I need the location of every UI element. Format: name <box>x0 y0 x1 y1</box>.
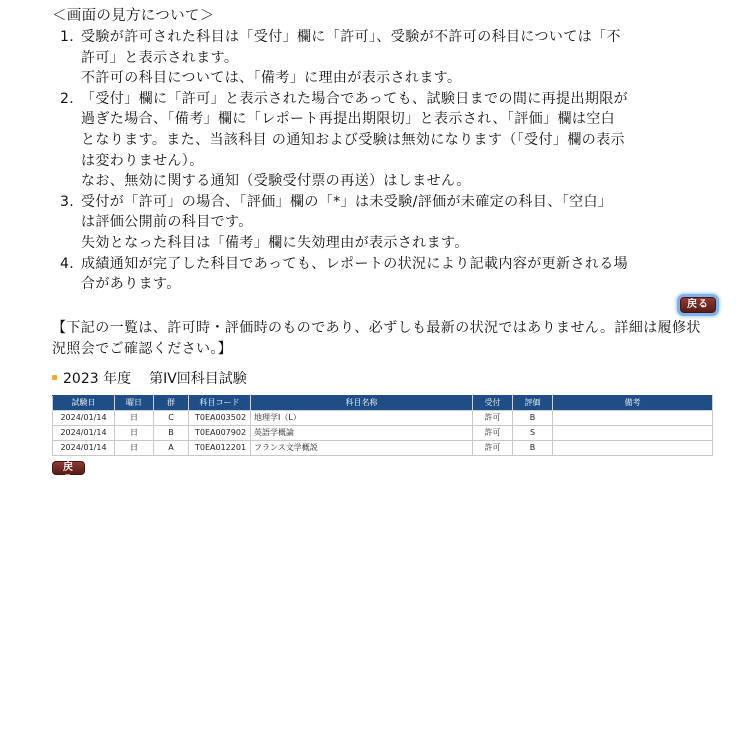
cell-reception: 許可 <box>473 426 513 441</box>
guide-line: となります。また、当該科目 の通知および受験は無効になります（「受付」欄の表示 <box>81 131 625 148</box>
guide-item-number: 2. <box>60 90 75 107</box>
cell-weekday: 日 <box>115 441 154 456</box>
cell-group: A <box>154 441 189 456</box>
column-header-group: 群 <box>154 396 189 411</box>
guide-line: なお、無効に関する通知（受験受付票の再送）はしません。 <box>81 173 471 190</box>
cell-group: C <box>154 411 189 426</box>
cell-name: 地理学I（L） <box>251 411 473 426</box>
guide-line: 不許可の科目については、「備考」に理由が表示されます。 <box>81 70 462 87</box>
notice-line: 【下記の一覧は、許可時・評価時のものであり、必ずしも最新の状況ではありません。詳細は履修状 <box>52 320 701 336</box>
guide-item-3 <box>52 192 652 254</box>
cell-grade: B <box>513 441 553 456</box>
cell-name: 英語学概論 <box>251 426 473 441</box>
table-row <box>53 441 713 456</box>
guide-item-number: 4. <box>60 255 75 272</box>
section-heading <box>52 369 247 389</box>
back-button-bottom[interactable]: 戻る <box>52 461 85 475</box>
guide-line: は変わりません）。 <box>81 152 204 169</box>
column-header-date: 試験日 <box>53 396 115 411</box>
guide-item-4 <box>52 254 652 295</box>
cell-weekday: 日 <box>115 426 154 441</box>
guide-item-number: 1. <box>60 29 75 45</box>
guide-title: ＜画面の見方について＞ <box>52 8 215 24</box>
guide-line: 過ぎた場合、「備考」欄に「レポート再提出期限切」と表示され、「評価」欄は空白 <box>81 111 616 128</box>
cell-code: T0EA003502 <box>189 411 251 426</box>
cell-grade: B <box>513 411 553 426</box>
guide-line: 「受付」欄に「許可」と表示された場合であっても、試験日までの間に再提出期限が <box>81 90 629 107</box>
exam-results-table <box>52 395 713 456</box>
notice-line: 況照会でご確認ください。】 <box>52 341 233 357</box>
cell-name: フランス文学概説 <box>251 441 473 456</box>
cell-reception: 許可 <box>473 411 513 426</box>
back-button-top[interactable]: 戻る <box>680 297 716 313</box>
column-header-name: 科目名称 <box>251 396 473 411</box>
cell-group: B <box>154 426 189 441</box>
cell-reception: 許可 <box>473 441 513 456</box>
guide-line: 合があります。 <box>81 276 181 293</box>
table-row <box>53 411 713 426</box>
notice-text <box>52 318 717 360</box>
guide-item-number: 3. <box>60 193 75 210</box>
guide-line: 受験が許可された科目は「受付」欄に「許可」、受験が不許可の科目については「不 <box>81 29 621 45</box>
cell-date: 2024/01/14 <box>53 426 115 441</box>
cell-date: 2024/01/14 <box>53 411 115 426</box>
guide-line: 失効となった科目は「備考」欄に失効理由が表示されます。 <box>81 234 469 251</box>
guide-line: 許可」と表示されます。 <box>81 49 239 66</box>
cell-remarks <box>553 411 713 426</box>
guide-item-2 <box>52 89 652 192</box>
column-header-reception: 受付 <box>473 396 513 411</box>
column-header-remarks: 備考 <box>553 396 713 411</box>
table-row <box>53 426 713 441</box>
guide-item-1 <box>52 27 652 89</box>
bullet-icon <box>52 375 57 380</box>
guide-line: は評価公開前の科目です。 <box>81 214 253 231</box>
guide-list <box>52 27 652 295</box>
cell-code: T0EA007902 <box>189 426 251 441</box>
guide-line: 受付が「許可」の場合、「評価」欄の「*」は未受験/評価が未確定の科目、「空白」 <box>81 193 613 210</box>
cell-remarks <box>553 441 713 456</box>
cell-remarks <box>553 426 713 441</box>
column-header-weekday: 曜日 <box>115 396 154 411</box>
column-header-grade: 評価 <box>513 396 553 411</box>
cell-date: 2024/01/14 <box>53 441 115 456</box>
table-header-row <box>53 396 713 411</box>
section-year: 2023 年度 <box>63 371 132 387</box>
cell-weekday: 日 <box>115 411 154 426</box>
guide-line: 成績通知が完了した科目であっても、レポートの状況により記載内容が更新される場 <box>81 255 629 272</box>
column-header-code: 科目コード <box>189 396 251 411</box>
cell-code: T0EA012201 <box>189 441 251 456</box>
section-exam-title: 第IV回科目試験 <box>149 371 247 387</box>
cell-grade: S <box>513 426 553 441</box>
